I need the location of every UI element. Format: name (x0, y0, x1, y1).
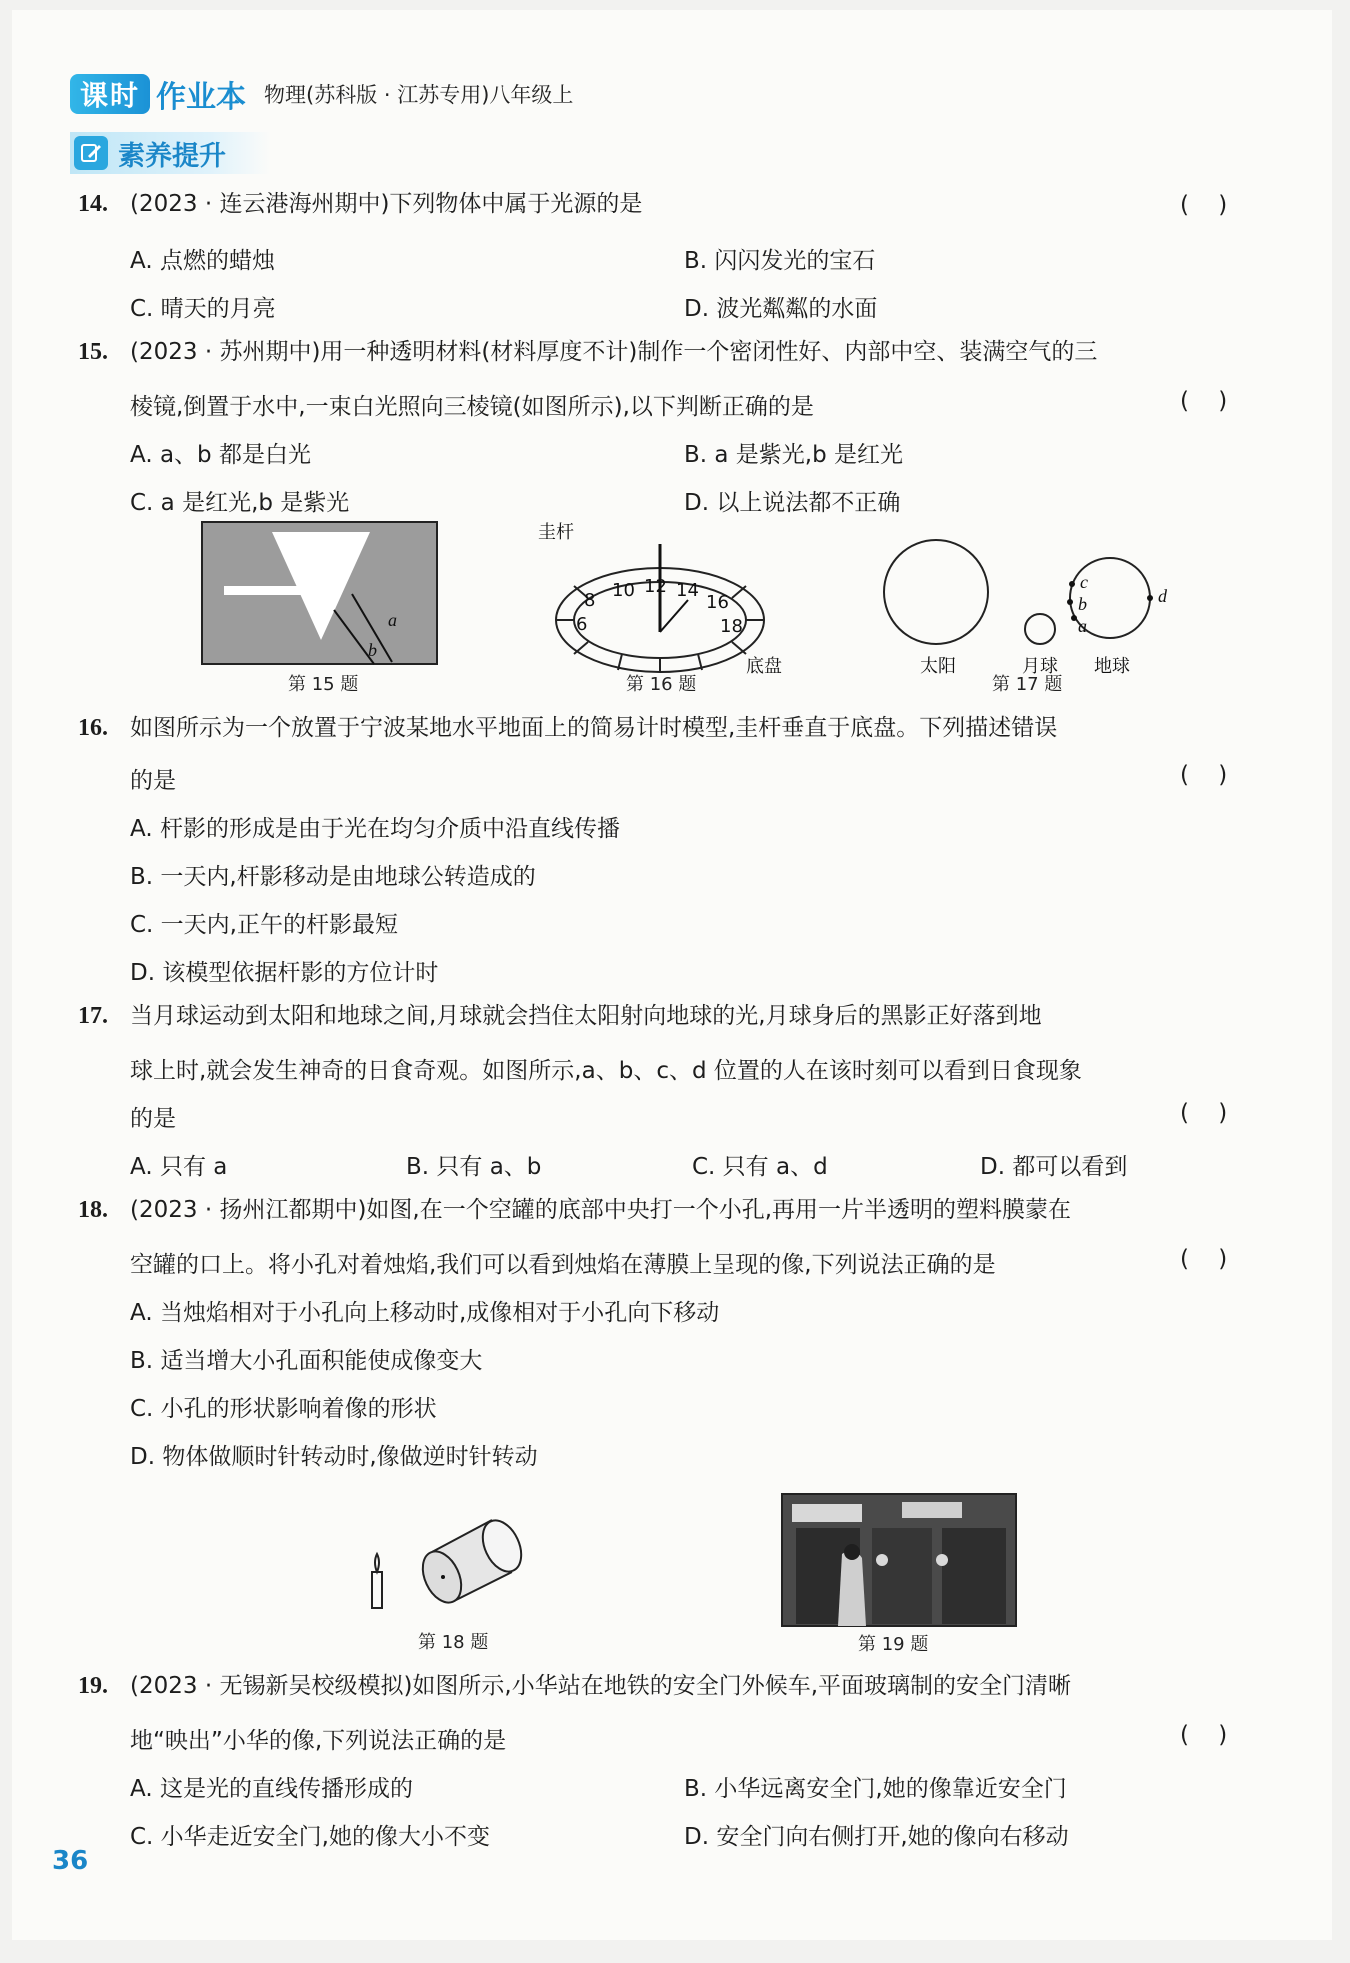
page-header (70, 70, 573, 118)
label-b: b (368, 640, 377, 660)
label-sun: 太阳 (920, 656, 956, 677)
pencil-note-icon (74, 136, 108, 170)
option-a: A. 点燃的蜡烛 (130, 248, 275, 274)
option-c: C. 晴天的月亮 (130, 296, 276, 322)
figure-17-eclipse (882, 538, 1202, 678)
question-number: 15. (78, 339, 108, 365)
question-text-line2: 地“映出”小华的像,下列说法正确的是 (130, 1728, 507, 1754)
answer-bracket: ( ) (1180, 1246, 1228, 1272)
question-text: (2023 · 无锡新吴校级模拟)如图所示,小华站在地铁的安全门外候车,平面玻璃制的安全门清晰 (130, 1673, 1072, 1699)
option-b: B. 只有 a、b (406, 1154, 542, 1180)
hour-label: 8 (584, 590, 596, 611)
hour-label: 14 (676, 580, 699, 601)
workbook-page (12, 10, 1332, 1940)
question-text-line3: 的是 (130, 1106, 176, 1132)
point-d: d (1158, 586, 1167, 606)
option-b: B. 闪闪发光的宝石 (684, 248, 876, 274)
question-text-line2: 棱镜,倒置于水中,一束白光照向三棱镜(如图所示),以下判断正确的是 (130, 394, 814, 420)
option-a: A. 这是光的直线传播形成的 (130, 1776, 413, 1802)
label-moon: 月球 (1022, 656, 1058, 677)
answer-bracket: ( ) (1180, 1722, 1228, 1748)
question-text-line2: 的是 (130, 768, 176, 794)
figure-caption: 第 18 题 (418, 1632, 489, 1653)
figure-caption: 第 15 题 (288, 674, 359, 695)
option-a: A. 当烛焰相对于小孔向上移动时,成像相对于小孔向下移动 (130, 1300, 720, 1326)
option-a: A. a、b 都是白光 (130, 442, 311, 468)
option-c: C. 一天内,正午的杆影最短 (130, 912, 398, 938)
question-text: (2023 · 苏州期中)用一种透明材料(材料厚度不计)制作一个密闭性好、内部中空、装满空气的三 (130, 339, 1098, 365)
question-number: 16. (78, 715, 108, 741)
answer-bracket: ( ) (1180, 388, 1228, 414)
option-b: B. 一天内,杆影移动是由地球公转造成的 (130, 864, 536, 890)
option-d: D. 安全门向右侧打开,她的像向右移动 (684, 1824, 1069, 1850)
page-number: 36 (52, 1846, 89, 1876)
answer-bracket: ( ) (1180, 1100, 1228, 1126)
hour-label: 16 (706, 592, 729, 613)
point-c: c (1080, 572, 1088, 592)
question-text: 当月球运动到太阳和地球之间,月球就会挡住太阳射向地球的光,月球身后的黑影正好落到地 (130, 1003, 1042, 1029)
label-earth: 地球 (1094, 656, 1130, 677)
figure-caption: 第 17 题 (992, 674, 1063, 695)
figure-caption: 第 16 题 (626, 674, 697, 695)
option-c: C. 只有 a、d (692, 1154, 828, 1180)
option-c: C. a 是红光,b 是紫光 (130, 490, 350, 516)
figure-16-sundial (538, 522, 782, 680)
question-text-line2: 球上时,就会发生神奇的日食奇观。如图所示,a、b、c、d 位置的人在该时刻可以看到日食现象 (130, 1058, 1082, 1084)
brand-title: 作业本 (156, 80, 247, 115)
question-text: 如图所示为一个放置于宁波某地水平地面上的简易计时模型,圭杆垂直于底盘。下列描述错误 (130, 715, 1058, 741)
option-a: A. 杆影的形成是由于光在均匀介质中沿直线传播 (130, 816, 620, 842)
question-number: 18. (78, 1197, 108, 1223)
option-c: C. 小华走近安全门,她的像大小不变 (130, 1824, 490, 1850)
hour-label: 10 (612, 580, 635, 601)
label-base: 底盘 (746, 656, 782, 677)
option-d: D. 以上说法都不正确 (684, 490, 901, 516)
option-b: B. 小华远离安全门,她的像靠近安全门 (684, 1776, 1067, 1802)
option-d: D. 该模型依据杆影的方位计时 (130, 960, 439, 986)
answer-bracket: ( ) (1180, 762, 1228, 788)
question-text: (2023 · 连云港海州期中)下列物体中属于光源的是 (130, 191, 643, 217)
option-b: B. 适当增大小孔面积能使成像变大 (130, 1348, 483, 1374)
question-number: 14. (78, 191, 108, 217)
section-banner (70, 132, 270, 174)
figure-caption: 第 19 题 (858, 1634, 929, 1655)
hour-label: 12 (644, 576, 667, 597)
subject-title: 物理(苏科版 · 江苏专用)八年级上 (264, 83, 574, 107)
question-number: 17. (78, 1003, 108, 1029)
question-text: (2023 · 扬州江都期中)如图,在一个空罐的底部中央打一个小孔,再用一片半透明的塑料膜蒙在 (130, 1197, 1072, 1223)
question-text-line2: 空罐的口上。将小孔对着烛焰,我们可以看到烛焰在薄膜上呈现的像,下列说法正确的是 (130, 1252, 996, 1278)
option-d: D. 波光粼粼的水面 (684, 296, 878, 322)
option-d: D. 物体做顺时针转动时,像做逆时针转动 (130, 1444, 538, 1470)
logo: 课时 (70, 74, 150, 114)
figure-18-pinhole (372, 1502, 542, 1632)
option-b: B. a 是紫光,b 是红光 (684, 442, 904, 468)
hour-label: 6 (576, 614, 588, 635)
point-b: b (1078, 594, 1087, 614)
label-pole: 圭杆 (538, 522, 574, 543)
hour-label: 18 (720, 616, 743, 637)
label-a: a (388, 610, 397, 630)
answer-bracket: ( ) (1180, 192, 1228, 218)
option-d: D. 都可以看到 (980, 1154, 1128, 1180)
option-c: C. 小孔的形状影响着像的形状 (130, 1396, 437, 1422)
section-title: 素养提升 (118, 140, 226, 172)
question-number: 19. (78, 1673, 108, 1699)
option-a: A. 只有 a (130, 1154, 228, 1180)
figure-15-prism (202, 522, 442, 682)
point-a: a (1078, 616, 1087, 636)
figure-19-subway-photo (782, 1494, 1018, 1628)
